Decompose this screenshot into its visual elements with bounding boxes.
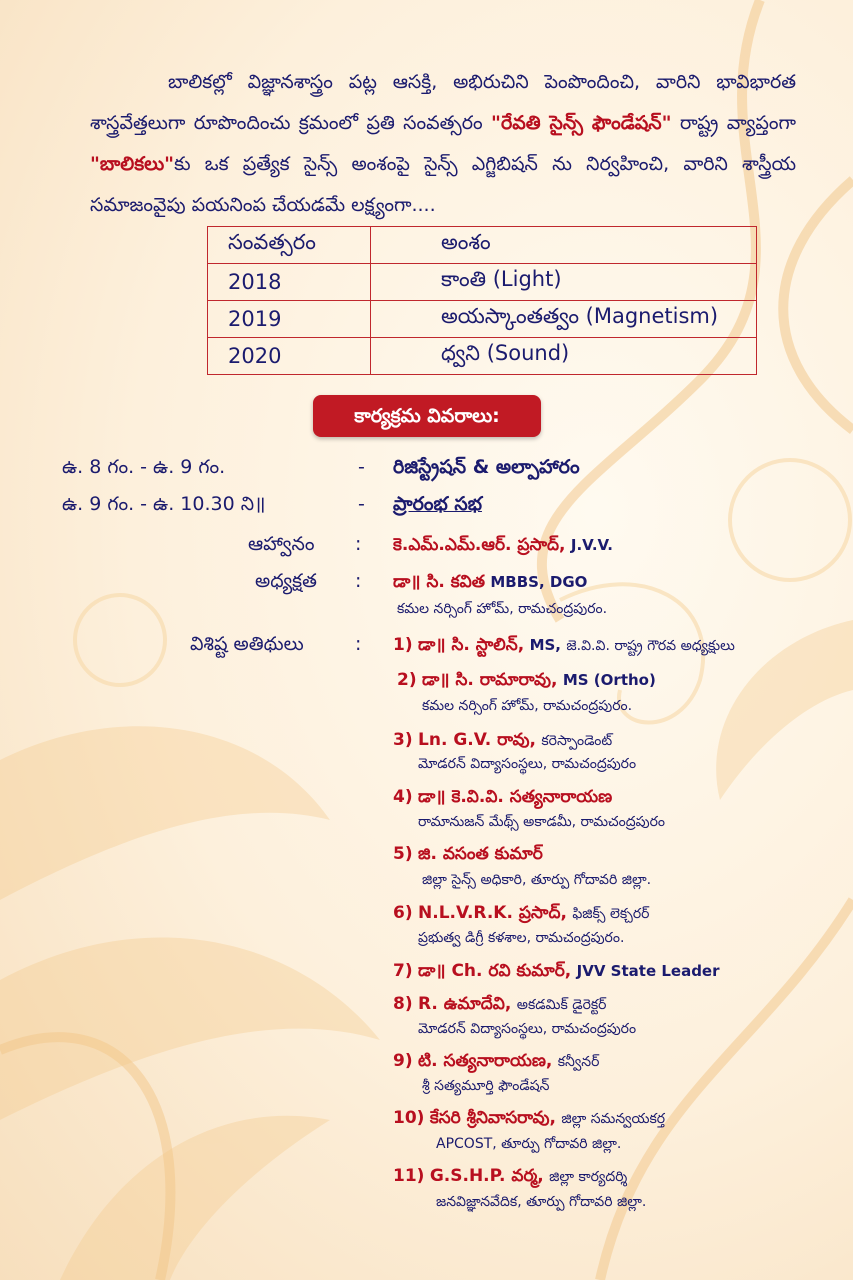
guest-number: 2) (397, 670, 417, 690)
guest-number: 11) (393, 1166, 425, 1186)
slot2-time: ఉ. 9 గం. - ఉ. 10.30 ని॥ (62, 493, 266, 515)
guest-suffix: JVV State Leader (576, 962, 720, 980)
guest-entry (393, 635, 735, 659)
slot2-dash: - (358, 493, 365, 515)
guest-sub: జిల్లా సైన్స్ అధికారి, తూర్పు గోదావరి జిల్లా. (422, 872, 652, 888)
guest-desc: ఫిజిక్స్ లెక్చరర్ (572, 906, 650, 922)
intro-text-1: బాలికల్లో విజ్ఞానశాస్త్రం పట్ల ఆసక్తి, అభిరుచిని పెంపొందించి, వారిని భావిభారత శాస్త్రవేత్తలుగా రూపొందించు క్రమంలో ప్రతి సంవత్సరం (90, 71, 796, 134)
foundation-name: "రేవతి సైన్స్ ఫౌండేషన్" (491, 112, 672, 134)
guest-number: 8) (393, 994, 413, 1014)
guest-sub: మోడరన్ విద్యాసంస్థలు, రామచంద్రపురం (418, 756, 637, 772)
slot1-time: ఉ. 8 గం. - ఉ. 9 గం. (62, 456, 226, 478)
guest-entry (393, 961, 720, 985)
presidency-suffix: MBBS, DGO (490, 573, 588, 591)
table-row (208, 338, 757, 375)
year-cell: 2019 (208, 301, 371, 338)
guest-desc: కన్వీనర్ (557, 1054, 600, 1070)
intro-text-2: రాష్ట్ర వ్యాప్తంగా (671, 112, 797, 134)
year-cell: 2020 (208, 338, 371, 375)
guest-sub: మోడరన్ విద్యాసంస్థలు, రామచంద్రపురం (418, 1021, 637, 1037)
table-row (208, 264, 757, 301)
slot1-dash: - (358, 456, 365, 478)
guest-name: కేసరి శ్రీనివాసరావు, (429, 1108, 556, 1128)
guests-label: విశిష్ట అతిథులు (190, 633, 304, 655)
guest-number: 4) (393, 787, 413, 807)
topics-table (207, 226, 757, 375)
presidency-name: డా॥ సి. కవిత (393, 572, 485, 592)
year-cell: 2018 (208, 264, 371, 301)
guest-entry (397, 670, 656, 694)
guest-name: డా॥ సి. రామారావు, (422, 670, 558, 690)
guest-number: 7) (393, 961, 413, 981)
welcome-label: ఆహ్వానం (248, 533, 315, 555)
guest-name: జి. వసంత కుమార్ (418, 844, 543, 864)
guest-entry (393, 903, 649, 927)
table-row (208, 301, 757, 338)
guest-entry (393, 1108, 665, 1132)
topic-cell: కాంతి (Light) (371, 264, 757, 301)
guest-sub: కమల నర్సింగ్ హోమ్, రామచంద్రపురం. (422, 698, 633, 714)
guest-entry (393, 1051, 599, 1075)
guest-number: 1) (393, 635, 413, 655)
guest-sub: రామానుజన్ మేథ్స్ అకాడమీ, రామచంద్రపురం (418, 814, 666, 830)
guest-entry (393, 844, 543, 868)
guest-entry (393, 994, 606, 1018)
welcome-colon: : (355, 533, 362, 555)
slot1-event: రిజిస్ట్రేషన్ & అల్పాహారం (393, 456, 580, 478)
guest-desc: జిల్లా సమన్వయకర్త (561, 1111, 666, 1127)
topic-cell: అయస్కాంతత్వం (Magnetism) (371, 301, 757, 338)
guest-desc: అకడమిక్ డైరెక్టర్ (516, 997, 607, 1013)
guest-name: G.S.H.P. వర్మ, (429, 1166, 544, 1186)
guest-number: 10) (393, 1108, 425, 1128)
program-details-heading: కార్యక్రమ వివరాలు: (313, 395, 541, 437)
guest-desc: జె.వి.వి. రాష్ట్ర గౌరవ అధ్యక్షులు (566, 638, 735, 654)
guest-desc: జిల్లా కార్యదర్శి (549, 1169, 628, 1185)
guest-entry (393, 787, 612, 811)
welcome-entry (393, 535, 613, 559)
welcome-suffix: J.V.V. (570, 536, 613, 554)
guest-name: డా॥ కె.వి.వి. సత్యనారాయణ (418, 787, 613, 807)
topic-cell: ధ్వని (Sound) (371, 338, 757, 375)
guest-number: 6) (393, 903, 413, 923)
guest-sub: శ్రీ సత్యమూర్తి ఫౌండేషన్ (422, 1078, 550, 1094)
guest-suffix: MS (Ortho) (562, 671, 656, 689)
table-header-row (208, 227, 757, 264)
presidency-label: అధ్యక్షత (255, 570, 317, 592)
guest-number: 9) (393, 1051, 413, 1071)
guest-name: Ln. G.V. రావు, (418, 730, 536, 750)
guest-name: టి. సత్యనారాయణ, (418, 1051, 553, 1071)
header-topic: అంశం (371, 227, 757, 264)
guest-number: 5) (393, 844, 413, 864)
presidency-sub: కమల నర్సింగ్ హోమ్, రామచంద్రపురం. (397, 601, 608, 617)
intro-text-3: కు ఒక ప్రత్యేక సైన్స్ అంశంపై సైన్స్ ఎగ్జిబిషన్ ను నిర్వహించి, వారిని శాస్త్రీయ సమాజంవైపు పయనింప చేయడమే లక్ష్యంగా.... (90, 153, 796, 216)
welcome-name: కె.ఎమ్.ఎమ్.ఆర్. ప్రసాద్, (393, 535, 566, 555)
intro-paragraph (90, 62, 796, 226)
presidency-entry (393, 572, 587, 596)
guests-colon: : (355, 633, 362, 655)
guest-name: R. ఉమాదేవి, (418, 994, 512, 1014)
guest-sub: జనవిజ్ఞానవేదిక, తూర్పు గోదావరి జిల్లా. (436, 1194, 647, 1210)
presidency-colon: : (355, 570, 362, 592)
guest-entry (393, 1166, 627, 1190)
girls-highlight: "బాలికలు" (90, 153, 175, 175)
slot2-event: ప్రారంభ సభ (393, 493, 482, 515)
header-year: సంవత్సరం (208, 227, 371, 264)
guest-sub: ప్రభుత్వ డిగ్రీ కళశాల, రామచంద్రపురం. (418, 930, 625, 946)
guest-number: 3) (393, 730, 413, 750)
guest-entry (393, 730, 612, 754)
guest-name: డా॥ Ch. రవి కుమార్, (418, 961, 572, 981)
guest-suffix: MS, (529, 636, 561, 654)
guest-name: N.L.V.R.K. ప్రసాద్, (418, 903, 567, 923)
guest-sub: APCOST, తూర్పు గోదావరి జిల్లా. (436, 1136, 622, 1152)
guest-desc: కరెస్పాండెంట్ (541, 733, 613, 749)
guest-name: డా॥ సి. స్టాలిన్, (418, 635, 525, 655)
